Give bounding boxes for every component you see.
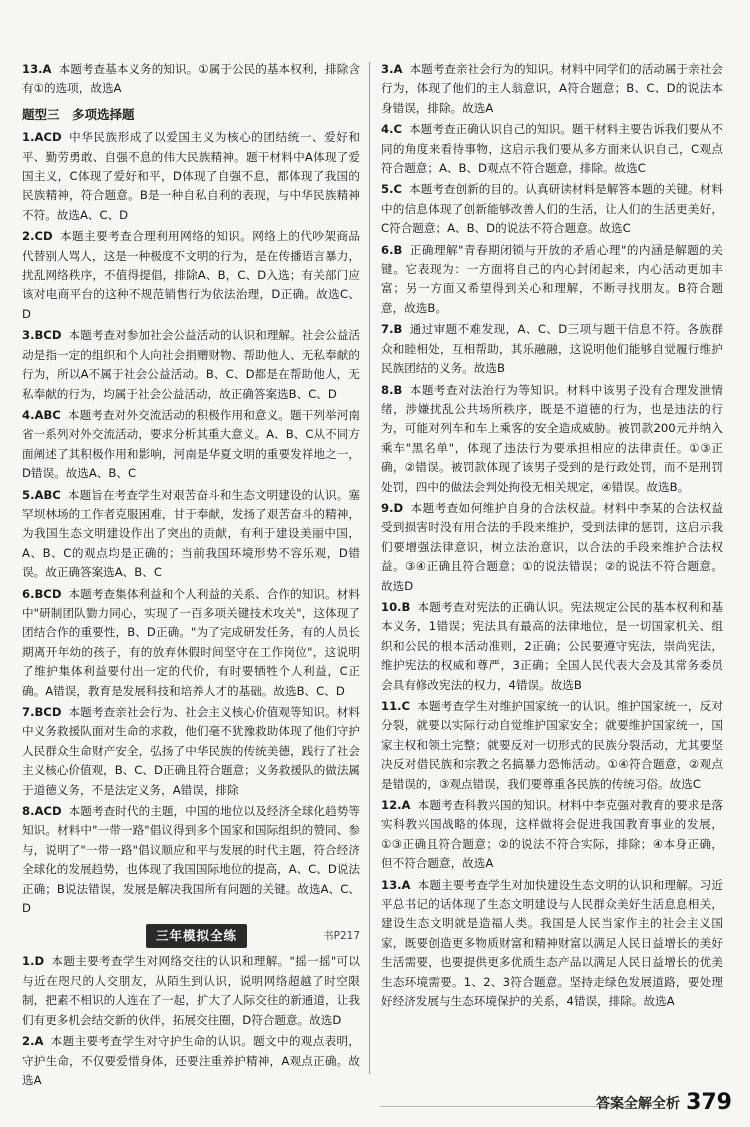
answer-explanation: 本题考查创新的目的。认真研读材料是解答本题的关键。材料中的信息体现了创新能够改善人们的生活，让人们的生活更美好，C符合题意；A、B、D的说法不符合题意。故选C [381,182,723,236]
answer-explanation: 正确理解"青春期闭锁与开放的矛盾心理"的内涵是解题的关键。它表现为：一方面将自己的内心封闭起来，内心活动更加丰富；另一方面又希望得到关心和理解，不断寻找朋友。B符合题意，故选B。 [381,242,723,315]
answer-explanation: 本题考查对宪法的正确认识。宪法规定公民的基本权利和基本义务，1错误；宪法具有最高的法律地位，是一切国家机关、组织和公民的根本活动准则，2正确；公民要遵守宪法，崇尚宪法，维护宪法的权威和尊严，3正确；全国人民代表大会及其常务委员会具有修改宪法的权力，4错误。故选B [381,599,723,692]
column-divider [369,62,370,1074]
answer-explanation: 本题考查基本义务的知识。①属于公民的基本权利，排除含有①的选项，故选A [22,62,360,96]
answer-explanation: 本题主要考查学生对守护生命的认识。题文中的观点表明，守护生命，不仅要爱惜身体，还要注重养护精神，A观点正确。故选A [22,1034,360,1087]
answer-explanation: 本题主要考查合理利用网络的知识。网络上的代吵架商品代替别人骂人，这是一种极度不文明的行为，是在传播语言暴力，扰乱网络秩序，不值得提倡，排除A、B，C、D入选；有关部门应该对电商平台的这种不规范销售行为依法治理，D正确。故选C、D [22,229,360,321]
answer-number: 5.ABC [22,487,61,502]
answer-explanation: 本题考查亲社会行为的知识。材料中同学们的活动属于亲社会行为，体现了他们的主人翁意识，A符合题意；B、C、D的说法本身错误，排除。故选A [381,62,723,115]
answer-item [381,180,723,238]
answer-explanation: 本题考查对外交流活动的积极作用和意义。题干列举河南省一系列对外交流活动，要求分析其重大意义。A、B、C从不同方面阐述了其积极作用和影响，河南是华夏文明的重要发祥地之一，D错误。故选A、B、C [22,407,360,481]
answer-explanation: 本题主要考查学生对网络交往的认识和理解。"摇一摇"可以与近在咫尺的人交朋友，从陌生到认识，说明网络超越了时空限制，把素不相识的人连在了一起，扩大了人际交往的新通道，让我们有更多机会结交新的伙伴，拓展交往圈，D符合题意。故选D [22,954,360,1027]
answer-explanation: 中华民族形成了以爱国主义为核心的团结统一、爱好和平、勤劳勇敢、自强不息的伟大民族精神。题干材料中A体现了爱国主义，C体现了爱好和平，D体现了自强不息，都体现了我国的民族精神，符合题意。B是一种自私自利的表现，与中华民族精神不符。故选A、C、D [22,130,360,222]
answer-number: 3.BCD [22,328,62,343]
page-number: 379 [686,1090,732,1115]
answer-number: 1.D [22,954,45,969]
answer-number: 3.A [381,62,403,76]
right-column [381,60,723,1014]
answer-number: 13.A [381,877,411,892]
answer-item [22,326,360,404]
answer-number: 7.B [381,322,403,337]
answer-explanation: 本题考查对法治行为等知识。材料中该男子没有合理发泄情绪，涉嫌扰乱公共场所秩序，既是不道德的行为，也是违法的行为，可能对列车和车上乘客的安全造成威胁。被罚款200元并纳入乘车"黑名单"，体现了违法行为要承担相应的法律责任。①③正确，②错误。被罚款体现了该男子受到的是行政处罚，而不是刑罚处罚，四中的做法会判处拘役无相关规定，④错误。故选B。 [381,382,723,494]
book-page-reference: 书P217 [323,930,360,943]
answer-item [381,697,723,794]
answer-number: 4.C [381,122,402,137]
answer-item [22,585,360,701]
answer-number: 2.A [22,1034,44,1049]
answer-number: 6.B [381,242,403,257]
answer-item [22,227,360,324]
answer-item [381,499,723,596]
answer-item [22,1032,360,1090]
answer-item [381,320,723,378]
answer-explanation: 本题考查时代的主题，中国的地位以及经济全球化趋势等知识。材料中"一带一路"倡议得到多个国家和国际组织的赞同、参与，说明了"一带一路"倡议顺应和平与发展的时代主题，符合经济全球化的发展趋势，也体现了我国国际地位的提高，A、C、D说法正确；B说法错误，发展是解决我国所有问题的关键。故选A、C、D [22,804,360,916]
left-top-answers [22,60,360,99]
answer-item [381,120,723,178]
answer-number: 12.A [381,798,411,813]
answer-item [381,241,723,319]
answer-number: 5.C [381,182,402,197]
answer-number: 2.CD [22,229,53,244]
answer-number: 6.BCD [22,586,62,601]
answer-explanation: 本题考查如何维护自身的合法权益。材料中李某的合法权益受到损害时没有用合法的手段来维护，受到法律的惩罚，这启示我们要增强法律意识，树立法治意识，以合法的手段来维护合法权益。③④正确且符合题意；①的说法错误；②的说法不符合题意。故选D [381,500,723,593]
answer-item [381,60,723,118]
answer-item [22,952,360,1030]
answer-number: 10.B [381,599,411,614]
answer-item [22,486,360,583]
answer-number: 8.ACD [22,804,62,819]
answer-explanation: 本题考查科教兴国的知识。材料中李克强对教育的要求是落实科教兴国战略的体现，这样做将会促进我国教育事业的发展，①③正确且符合题意；②的说法不符合实际，排除；④本身正确，但不符合题意，故选A [381,798,723,871]
answer-explanation: 本题考查亲社会行为、社会主义核心价值观等知识。材料中义务救援队面对生命的求救，他们毫不犹豫救助体现了他们守护人民群众生命财产安全，弘扬了中华民族的传统美德，践行了社会主义核心价值观，B、C、D正确且符合题意；义务救援队的做法属于道德义务，不是法定义务，A错误，排除 [22,705,361,797]
answer-number: 13.A [22,62,52,76]
answer-item [381,876,723,1012]
footer [596,1090,732,1115]
left-column [22,60,360,1092]
answer-number: 7.BCD [22,705,62,719]
footer-logo: 答案全解全析 [596,1095,681,1112]
simulation-answers [22,952,360,1090]
answer-item [22,60,360,99]
answer-item [22,406,360,484]
answer-explanation: 本题旨在考查学生对艰苦奋斗和生态文明建设的认识。塞罕坝林场的工作者克服困难，甘于奉献，发扬了艰苦奋斗的精神，为我国生态文明建设作出了突出的贡献，有利于建设美丽中国，A、B、C的观点均是正确的；当前我国环境形势不容乐观，D错误。故正确答案选A、B、C [22,487,360,580]
answer-number: 1.ACD [22,130,62,145]
answer-explanation: 本题主要考查学生对加快建设生态文明的认识和理解。习近平总书记的话体现了生态文明建设与人民群众美好生活息息相关，建设生态文明就是造福人类。我国是人民当家作主的社会主义国家，既要创造更多物质财富和精神财富以满足人民日益增长的美好生活需要，也要提供更多优质生态产品以满足人民日益增长的优美生态环境需要。1、2、3符合题意。坚持走绿色发展道路，要处理好经济发展与生态环境保护的关系，4错误，排除。故选A [381,877,723,1009]
answer-number: 11.C [381,699,411,713]
answer-explanation: 本题考查正确认识自己的知识。题干材料主要告诉我们要从不同的角度来看待事物，这启示我们要从多方面来认识自己，C观点符合题意；A、B、D观点不符合题意，排除。故选C [381,122,723,176]
answer-explanation: 通过审题不难发现，A、C、D三项与题干信息不符。各族群众和睦相处，互相帮助，其乐融融，这说明他们能够自觉履行维护民族团结的义务。故选B [381,322,723,376]
answer-item [22,128,360,225]
right-answers [381,60,723,1012]
answer-explanation: 本题考查对参加社会公益活动的认识和理解。社会公益活动是指一定的组织和个人向社会捐赠财物、帮助他人、无私奉献的行为，所以A不属于社会公益活动。B、C、D都是在帮助他人，无私奉献的行为，均属于社会公益活动，故正确答案选B、C、D [22,328,360,401]
answer-number: 4.ABC [22,407,61,422]
answer-item [22,802,360,918]
answer-number: 9.D [381,500,404,515]
answer-number: 8.B [381,382,403,397]
answer-explanation: 本题考查学生对维护国家统一的认识。维护国家统一，反对分裂，就要以实际行动自觉维护国家安全；就要维护国家统一，国家主权和领土完整；就要反对一切形式的民族分裂活动，尤其要坚决反对借民族和宗教之名搞暴力恐怖活动。①④符合题意，②观点是错误的，③观点错误，我们要尊重各民族的传统习俗。故选C [381,699,723,791]
answer-item [381,796,723,874]
three-year-simulation-banner: 三年模拟全练 [146,924,247,947]
answer-item [381,381,723,497]
footer-rule [380,1106,630,1107]
section-title: 题型三 多项选择题 [22,106,135,122]
answer-explanation: 本题考查集体利益和个人利益的关系、合作的知识。材料中"研制团队勠力同心，实现了一百多项关键技术攻关"，这体现了团结合作的重要性，B、D正确。"为了完成研发任务，有的人员长期离开年幼的孩子，有的放弃休假时间坚守在工作岗位"，这说明了维护集体利益要付出一定的代价，有时要牺牲个人利益，C正确。A错误，教育是发展科技和培养人才的基础。故选B、C、D [22,586,360,698]
answer-item [381,598,723,695]
banner-row [22,922,360,946]
answer-item [22,703,360,800]
multi-choice-answers [22,128,360,918]
